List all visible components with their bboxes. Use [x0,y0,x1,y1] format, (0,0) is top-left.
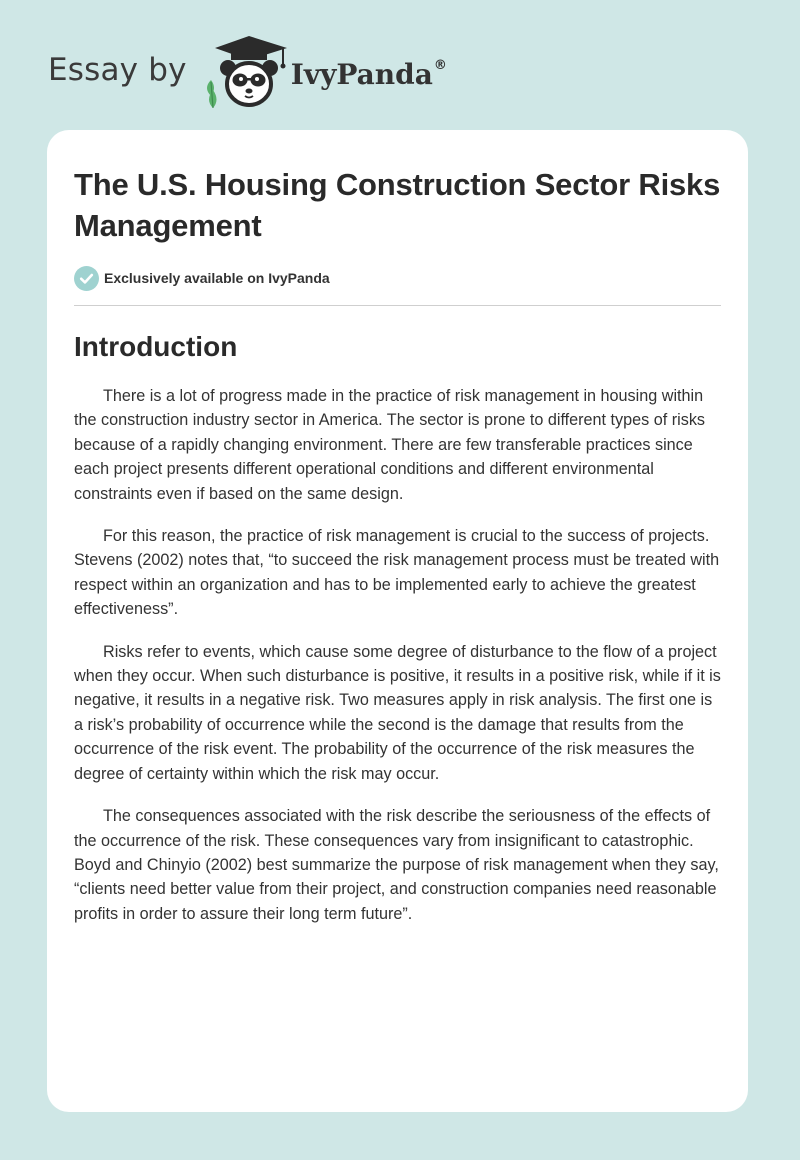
badge-text: Exclusively available on IvyPanda [104,270,330,286]
panda-logo-icon [201,34,297,110]
paragraph: For this reason, the practice of risk management is crucial to the success of projects. Stevens (2002) notes that, “to succeed the risk management process must be treated with respect within an organization and has to be implemented early to achieve the greatest effectiveness”. [74,527,720,619]
registered-mark: ® [433,58,447,74]
essay-card [47,130,748,1112]
exclusive-badge [74,265,721,291]
divider [74,305,721,306]
paragraph: Risks refer to events, which cause some degree of disturbance to the flow of a project when they occur. When such disturbance is positive, it results in a positive risk, while if it is negative, it results in a negative risk. Two measures apply in risk analysis. The first one is a risk’s probability of occurrence while the second is the damage that results from the occurrence of the risk event. The probability of the occurrence of the risk measures the degree of certainty within which the risk may occur. [74,642,721,783]
section-heading: Introduction [74,331,238,362]
brand-header [48,34,447,110]
paragraph: The consequences associated with the risk describe the seriousness of the effects of the occurrence of the risk. These consequences vary from insignificant to catastrophic. Boyd and Chinyio (2002) best summarize the purpose of risk management when they say, “clients need better value from their project, and construction companies need reasonable profits in order to assure their long term future”. [74,807,719,923]
brand-name-text: IvyPanda [290,57,433,91]
brand-prefix: Essay by [48,52,187,88]
brand-name [291,58,447,91]
paragraph: There is a lot of progress made in the practice of risk management in housing within the construction industry sector in America. The sector is prone to different types of risks because of a rapidly changing environment. There are few transferable practices since each project presents different operational conditions and different environmental constraints even if based on the same design. [74,387,706,503]
check-circle-icon [74,266,99,291]
essay-title: The U.S. Housing Construction Sector Risks Management [74,167,721,243]
